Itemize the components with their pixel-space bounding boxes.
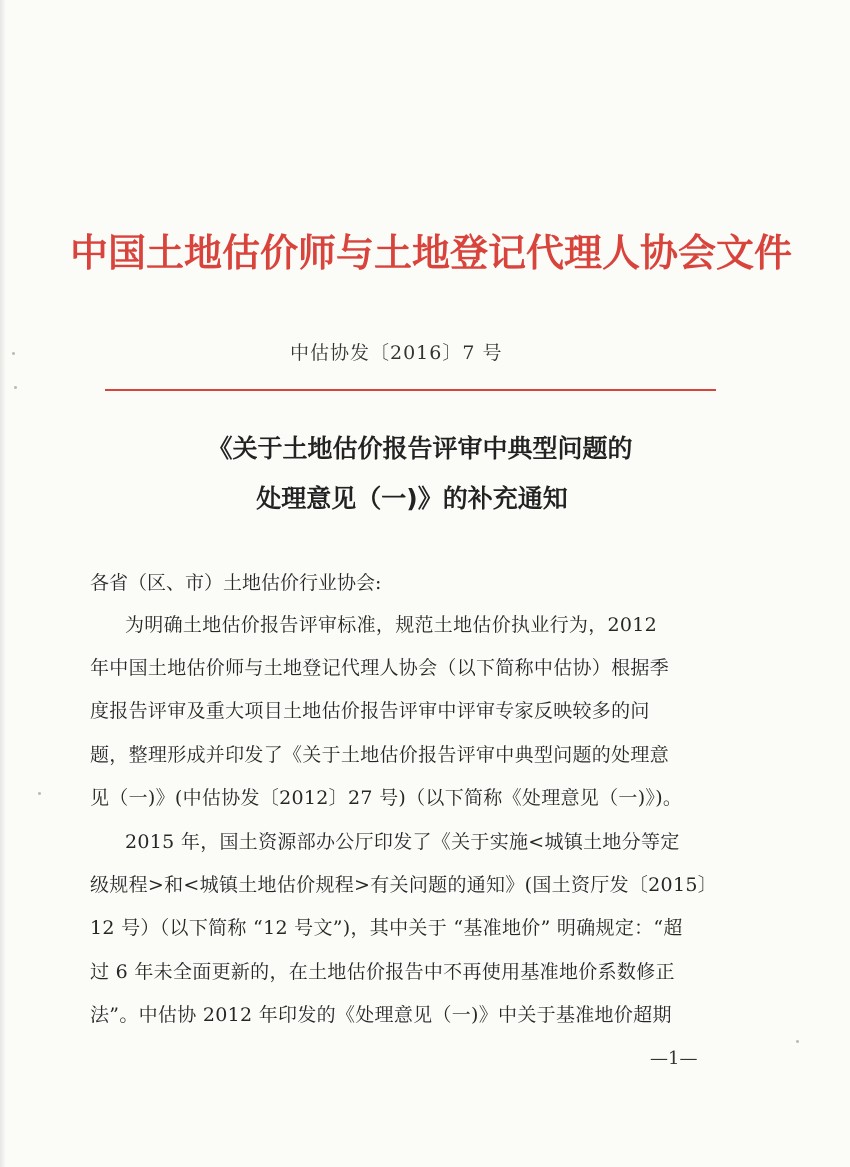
page-number: —1—	[650, 1048, 698, 1069]
red-separator-line	[105, 389, 716, 391]
body-line: 题，整理形成并印发了《关于土地估价报告评审中典型问题的处理意	[90, 744, 670, 766]
scan-speck	[38, 792, 41, 795]
body-line: 级规程>和<城镇土地估价规程>有关问题的通知》(国土资厅发〔2015〕	[90, 874, 718, 896]
subject-line-2: 处理意见（一)》的补充通知	[256, 484, 568, 513]
scan-speck	[796, 1040, 799, 1043]
body-line: 见（一)》(中估协发〔2012〕27 号)（以下简称《处理意见（一)》)。	[90, 787, 683, 809]
scan-edge	[0, 0, 6, 1167]
document-number: 中估协发〔2016〕7 号	[290, 342, 503, 364]
body-line: 度报告评审及重大项目土地估价报告评审中评审专家反映较多的问	[90, 700, 650, 722]
scan-speck	[14, 386, 17, 389]
salutation: 各省（区、市）土地估价行业协会:	[90, 572, 382, 594]
body-line: 12 号）（以下简称 “12 号文”)，其中关于 “基准地价” 明确规定：“超	[90, 917, 683, 939]
body-line: 法”。中估协 2012 年印发的《处理意见（一)》中关于基准地价超期	[90, 1004, 672, 1026]
body-line: 为明确土地估价报告评审标准，规范土地估价执业行为，2012	[125, 614, 658, 636]
subject-line-1: 《关于土地估价报告评审中典型问题的	[207, 434, 633, 463]
body-line: 过 6 年未全面更新的，在土地估价报告中不再使用基准地价系数修正	[90, 961, 675, 983]
body-line: 2015 年，国土资源部办公厅印发了《关于实施<城镇土地分等定	[125, 831, 680, 853]
body-line: 年中国土地估价师与土地登记代理人协会（以下简称中估协）根据季	[90, 657, 670, 679]
document-header-title: 中国土地估价师与土地登记代理人协会文件	[70, 230, 793, 275]
scan-speck	[12, 352, 15, 355]
